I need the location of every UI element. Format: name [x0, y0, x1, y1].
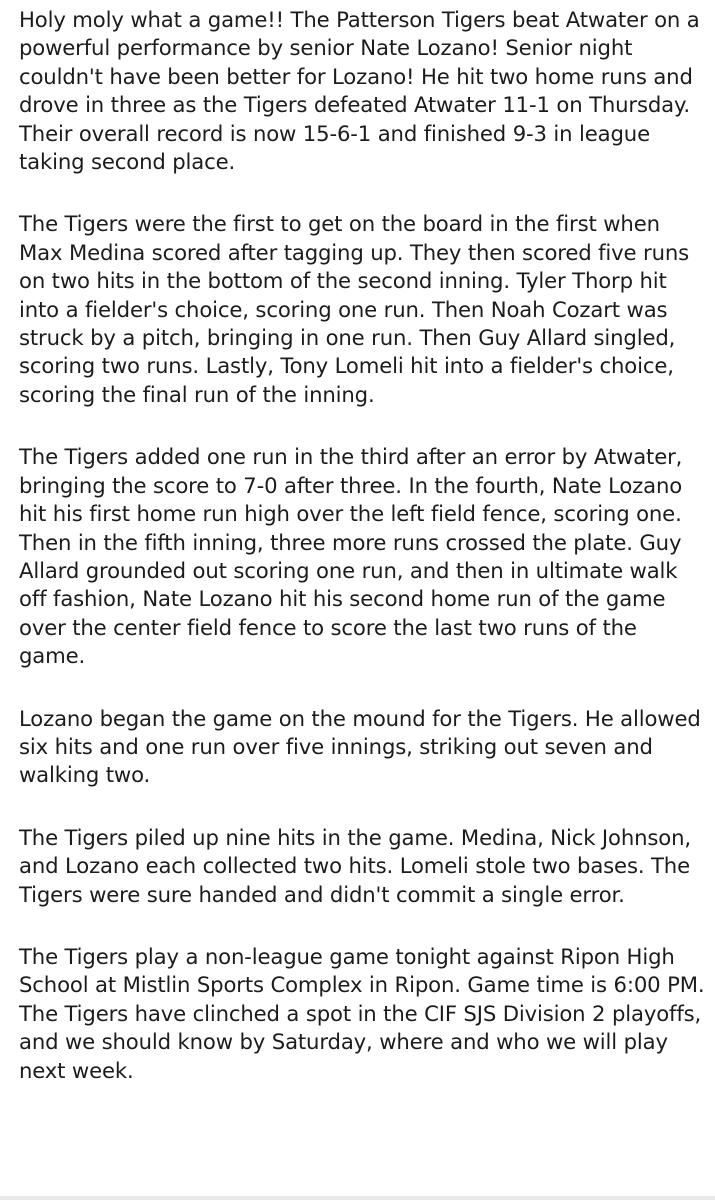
bottom-divider	[0, 1196, 715, 1200]
post-paragraph-5: The Tigers piled up nine hits in the game. Medina, Nick Johnson, and Lozano each collected two hits. Lomeli stole two bases. The Tigers were sure handed and didn't commit a single error.	[19, 824, 691, 907]
post-paragraph-6: The Tigers play a non-league game tonight against Ripon High School at Mistlin Sports Complex in Ripon. Game time is 6:00 PM. The Tigers have clinched a spot in the CIF SJS Division 2 playoffs, and we should know by Saturday, where and who we will play next week.	[19, 943, 705, 1083]
post-paragraph-3: The Tigers added one run in the third after an error by Atwater, bringing the score to 7-0 after three. In the fourth, Nate Lozano hit his first home run high over the left field fence, scoring one. Then in the fifth inning, three more runs crossed the plate. Guy Allard grounded out scoring one run, and then in ultimate walk off fashion, Nate Lozano hit his second home run of the game over the center field fence to score the last two runs of the game.	[19, 444, 683, 669]
post-paragraph-4: Lozano began the game on the mound for the Tigers. He allowed six hits and one run over five innings, striking out seven and walking two.	[19, 705, 701, 788]
post-body	[19, 6, 709, 1085]
post-paragraph-2: The Tigers were the first to get on the board in the first when Max Medina scored after tagging up. They then scored five runs on two hits in the bottom of the second inning. Tyler Thorp hit into a fielder's choice, scoring one run. Then Noah Cozart was struck by a pitch, bringing in one run. Then Guy Allard singled, scoring two runs. Lastly, Tony Lomeli hit into a fielder's choice, scoring the final run of the inning.	[19, 211, 690, 407]
post-paragraph-1: Holy moly what a game!! The Patterson Tigers beat Atwater on a powerful performance by senior Nate Lozano! Senior night couldn't have been better for Lozano! He hit two home runs and drove in three as the Tigers defeated Atwater 11-1 on Thursday. Their overall record is now 15-6-1 and finished 9-3 in league taking second place.	[19, 7, 700, 175]
